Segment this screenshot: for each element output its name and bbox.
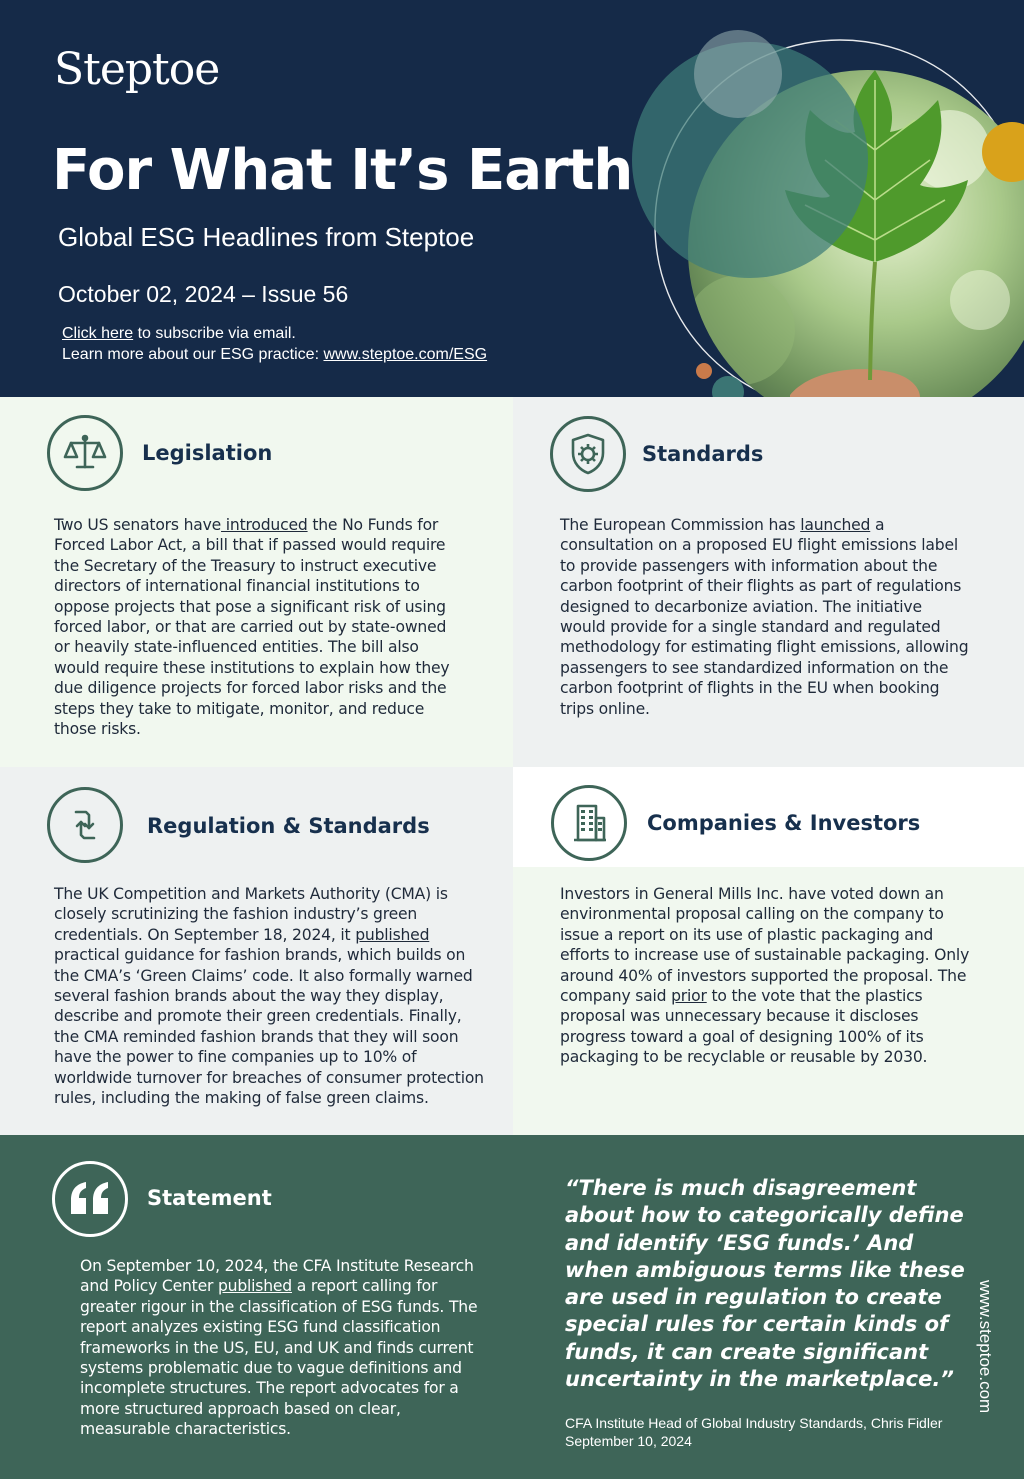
cfa-published-link[interactable]: published <box>217 1277 292 1296</box>
quote-icon <box>52 1161 128 1237</box>
statement-title: Statement <box>147 1186 272 1210</box>
pull-quote: “There is much disagreement about how to categorically define and identify ‘ESG funds.’ And when ambiguous terms like these are used in regulation to create special rules for certain kinds of funds, it can create significant uncertainty in the marketplace.” <box>565 1176 965 1392</box>
statement-text-before: On September 10, 2024, the CFA Institute Research and Policy Center <box>80 1257 474 1296</box>
attribution-name: CFA Institute Head of Global Industry Standards, Chris Fidler <box>565 1415 943 1431</box>
quote-attribution <box>565 1414 985 1450</box>
standards-body <box>560 515 970 719</box>
esg-practice-link[interactable]: www.steptoe.com/ESG <box>323 346 488 363</box>
regulation-text-after: practical guidance for fashion brands, which builds on the CMA’s ‘Green Claims’ code. It also formally warned several fashion brands about the way they display, describe and promote their green credentials. Finally, the CMA reminded fashion brands that they will soon have the power to fine companies up to 10% of worldwide turnover for breaches of consumer protection rules, including the making of false green claims. <box>54 946 484 1108</box>
building-icon <box>551 785 627 861</box>
steptoe-logo: Steptoe <box>54 44 220 95</box>
subscribe-line <box>62 323 487 344</box>
learn-more-text: Learn more about our ESG practice: <box>62 346 324 363</box>
legislation-body <box>54 515 464 739</box>
page-title: For What It’s Earth <box>52 138 633 203</box>
attribution-date: September 10, 2024 <box>565 1433 692 1449</box>
regulation-body <box>54 884 484 1108</box>
companies-title: Companies & Investors <box>647 811 921 835</box>
standards-section <box>513 397 1024 767</box>
newsletter-header <box>0 0 1024 397</box>
standards-title: Standards <box>642 442 764 466</box>
statement-section <box>0 1135 1024 1479</box>
subscribe-link[interactable]: Click here <box>62 325 134 342</box>
companies-section <box>513 767 1024 1135</box>
legislation-text-after: the No Funds for Forced Labor Act, a bill that if passed would require the Secretary of the Treasury to instruct executive directors of international financial institutions to oppose projects that pose a significant risk of using forced labor, or that are carried out by state-owned or heavily state-influenced entities. The bill also would require these institutions to explain how they due diligence projects for forced labor risks and the steps they take to mitigate, monitor, and reduce those risks. <box>54 516 450 739</box>
companies-text-before: Investors in General Mills Inc. have voted down an environmental proposal calling on the company to issue a report on its use of plastic packaging and efforts to increase use of sustainable packaging. Only around 40% of investors supported the proposal. The company said <box>560 885 970 1006</box>
header-links <box>62 323 487 365</box>
regulation-text-before: The UK Competition and Markets Authority (CMA) is closely scrutinizing the fashion industry’s green credentials. On September 18, 2024, it <box>54 885 448 944</box>
issue-date: October 02, 2024 – Issue 56 <box>58 281 349 307</box>
standards-text-after: a consultation on a proposed EU flight emissions label to provide passengers with information about the carbon footprint of their flights as part of regulations designed to decarbonize aviation. The initiative would provide for a single standard and regulated methodology for estimating flight emissions, allowing passengers to see standardized information on the carbon footprint of flights in the EU when booking trips online. <box>560 516 969 718</box>
regulation-section <box>0 767 513 1135</box>
legislation-section <box>0 397 513 767</box>
statement-text-after: a report calling for greater rigour in the classification of ESG funds. The report analyzes existing ESG fund classification frameworks in the US, EU, and UK and finds current systems problematic due to vague definitions and incomplete structures. The report advocates for a more structured approach based on clear, measurable characteristics. <box>80 1277 478 1439</box>
regulation-title: Regulation & Standards <box>147 814 430 838</box>
shield-icon <box>550 416 626 492</box>
page-subtitle: Global ESG Headlines from Steptoe <box>58 222 475 252</box>
companies-text-after: to the vote that the plastics proposal was unnecessary because it discloses progress toward a goal of designing 100% of its packaging to be recyclable or reusable by 2030. <box>560 987 928 1067</box>
legislation-title: Legislation <box>142 441 273 465</box>
published-link[interactable]: published <box>355 925 430 944</box>
standards-text-before: The European Commission has <box>560 516 801 534</box>
companies-body <box>560 884 970 1068</box>
launched-link[interactable]: launched <box>800 516 871 534</box>
learn-more-line <box>62 344 487 365</box>
refresh-document-icon <box>47 787 123 863</box>
subscribe-text: to subscribe via email. <box>133 325 296 342</box>
prior-link[interactable]: prior <box>671 987 707 1006</box>
leaf-illustration <box>620 0 1024 397</box>
introduced-link[interactable]: introduced <box>221 516 308 534</box>
site-url-vertical[interactable]: www.steptoe.com <box>976 1280 995 1414</box>
statement-body <box>80 1256 485 1440</box>
scales-icon <box>47 415 123 491</box>
legislation-text-before: Two US senators have <box>54 516 222 534</box>
